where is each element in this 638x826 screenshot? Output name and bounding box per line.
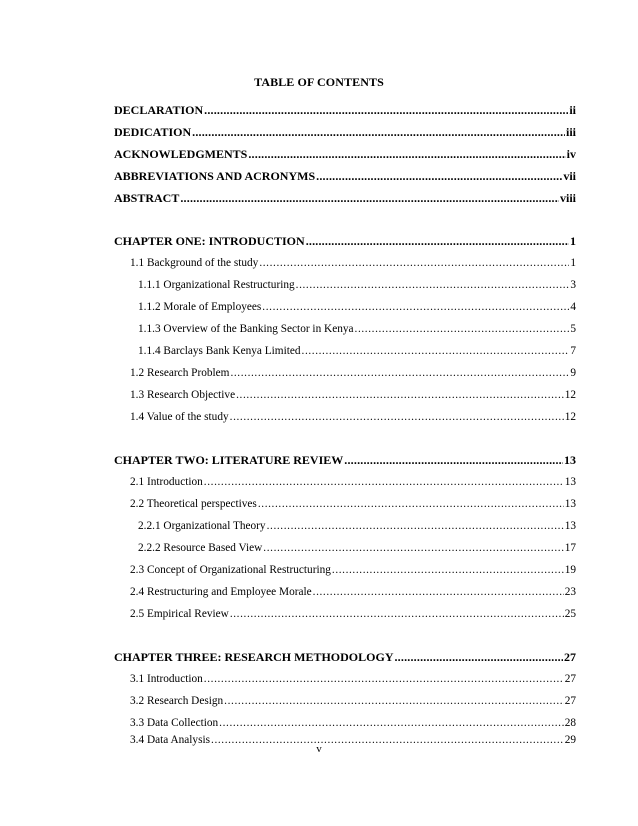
- toc-entry-label: 1.1.1 Organizational Restructuring: [138, 279, 295, 291]
- toc-entry-1-4[interactable]: [130, 410, 576, 424]
- toc-entry-label: 1.1.3 Overview of the Banking Sector in Kenya: [138, 323, 354, 335]
- toc-entry-page: 27: [564, 695, 576, 707]
- dot-leader: [192, 125, 565, 139]
- dot-leader: [258, 497, 564, 511]
- toc-entry-label: DEDICATION: [114, 125, 192, 139]
- dot-leader: [267, 519, 564, 533]
- toc-entry-label: 1.1.4 Barclays Bank Kenya Limited: [138, 345, 301, 357]
- toc-entry-page: 13: [564, 520, 576, 532]
- toc-entry-page: 1: [570, 257, 576, 269]
- dot-leader: [219, 716, 564, 730]
- toc-entry-1-1-1[interactable]: [138, 278, 576, 292]
- toc-entry-page: 7: [570, 345, 576, 357]
- toc-entry-label: ACKNOWLEDGMENTS: [114, 147, 248, 161]
- toc-entry-page: ii: [569, 103, 576, 117]
- toc-entry-2-4[interactable]: [130, 585, 576, 599]
- toc-entry-abbreviations[interactable]: [114, 169, 576, 183]
- dot-leader: [355, 322, 570, 336]
- toc-entry-page: 1: [570, 234, 576, 248]
- toc-entry-acknowledgments[interactable]: [114, 147, 576, 161]
- toc-entry-page: iii: [565, 125, 576, 139]
- toc-entry-label: 2.2.2 Resource Based View: [138, 542, 263, 554]
- toc-entry-2-1[interactable]: [130, 475, 576, 489]
- toc-entry-label: 3.1 Introduction: [130, 673, 203, 685]
- toc-entry-label: 3.3 Data Collection: [130, 717, 219, 729]
- dot-leader: [316, 169, 562, 183]
- page-number: v: [316, 743, 322, 755]
- toc-entry-2-2[interactable]: [130, 497, 576, 511]
- toc-entry-label: 2.5 Empirical Review: [130, 608, 229, 620]
- toc-entry-label: 1.2 Research Problem: [130, 367, 230, 379]
- toc-entry-label: 3.4 Data Analysis: [130, 734, 211, 746]
- toc-entry-page: 5: [570, 323, 576, 335]
- toc-entry-dedication[interactable]: [114, 125, 576, 139]
- toc-entry-label: 2.3 Concept of Organizational Restructuring: [130, 564, 331, 576]
- toc-entry-page: 9: [570, 367, 576, 379]
- toc-entry-2-2-1[interactable]: [138, 519, 576, 533]
- toc-entry-label: 3.2 Research Design: [130, 695, 224, 707]
- toc-entry-3-2[interactable]: [130, 694, 576, 708]
- toc-entry-1-3[interactable]: [130, 388, 576, 402]
- toc-entry-page: 17: [564, 542, 576, 554]
- toc-entry-3-1[interactable]: [130, 672, 576, 686]
- toc-entry-page: 29: [564, 734, 576, 746]
- toc-entry-page: viii: [559, 191, 576, 205]
- toc-entry-label: CHAPTER ONE: INTRODUCTION: [114, 234, 305, 248]
- dot-leader: [313, 585, 564, 599]
- dot-leader: [204, 672, 564, 686]
- toc-chapter-three[interactable]: [114, 650, 576, 664]
- toc-entry-2-5[interactable]: [130, 607, 576, 621]
- dot-leader: [180, 191, 559, 205]
- toc-entry-2-3[interactable]: [130, 563, 576, 577]
- dot-leader: [344, 453, 563, 467]
- toc-entry-page: 13: [564, 498, 576, 510]
- toc-entry-1-1[interactable]: [130, 256, 576, 270]
- toc-entry-label: 1.1.2 Morale of Employees: [138, 301, 262, 313]
- toc-entry-label: 1.3 Research Objective: [130, 389, 236, 401]
- dot-leader: [332, 563, 564, 577]
- dot-leader: [230, 607, 564, 621]
- toc-entry-1-1-2[interactable]: [138, 300, 576, 314]
- dot-leader: [263, 541, 563, 555]
- dot-leader: [224, 694, 564, 708]
- toc-entry-label: 2.2 Theoretical perspectives: [130, 498, 257, 510]
- toc-entry-page: 12: [564, 411, 576, 423]
- toc-entry-label: 2.4 Restructuring and Employee Morale: [130, 586, 312, 598]
- toc-entry-page: 19: [564, 564, 576, 576]
- dot-leader: [302, 344, 570, 358]
- toc-entry-page: 13: [564, 476, 576, 488]
- toc-entry-label: 2.2.1 Organizational Theory: [138, 520, 266, 532]
- toc-entry-page: 4: [570, 301, 576, 313]
- toc-chapter-one[interactable]: [114, 234, 576, 248]
- toc-entry-page: 27: [564, 673, 576, 685]
- toc-entry-label: ABSTRACT: [114, 191, 180, 205]
- toc-entry-page: 12: [564, 389, 576, 401]
- dot-leader: [296, 278, 570, 292]
- toc-entry-label: 2.1 Introduction: [130, 476, 203, 488]
- dot-leader: [262, 300, 569, 314]
- toc-entry-page: iv: [566, 147, 576, 161]
- toc-entry-page: 27: [564, 650, 576, 664]
- dot-leader: [394, 650, 563, 664]
- dot-leader: [204, 103, 568, 117]
- toc-entry-page: 23: [564, 586, 576, 598]
- page-title: TABLE OF CONTENTS: [254, 75, 384, 89]
- dot-leader: [248, 147, 565, 161]
- toc-entry-3-3[interactable]: [130, 716, 576, 730]
- toc-entry-1-1-4[interactable]: [138, 344, 576, 358]
- toc-entry-label: 1.4 Value of the study: [130, 411, 229, 423]
- dot-leader: [259, 256, 569, 270]
- toc-entry-page: 3: [570, 279, 576, 291]
- toc-entry-page: 28: [564, 717, 576, 729]
- toc-entry-label: ABBREVIATIONS AND ACRONYMS: [114, 169, 316, 183]
- dot-leader: [306, 234, 569, 248]
- toc-entry-1-2[interactable]: [130, 366, 576, 380]
- dot-leader: [236, 388, 564, 402]
- toc-entry-label: 1.1 Background of the study: [130, 257, 259, 269]
- toc-entry-label: CHAPTER TWO: LITERATURE REVIEW: [114, 453, 344, 467]
- toc-chapter-two[interactable]: [114, 453, 576, 467]
- dot-leader: [230, 410, 564, 424]
- toc-entry-1-1-3[interactable]: [138, 322, 576, 336]
- toc-entry-label: DECLARATION: [114, 103, 204, 117]
- toc-entry-abstract[interactable]: [114, 191, 576, 205]
- toc-entry-page: vii: [563, 169, 576, 183]
- dot-leader: [230, 366, 569, 380]
- toc-entry-declaration[interactable]: [114, 103, 576, 117]
- toc-entry-2-2-2[interactable]: [138, 541, 576, 555]
- toc-entry-label: CHAPTER THREE: RESEARCH METHODOLOGY: [114, 650, 394, 664]
- dot-leader: [204, 475, 564, 489]
- toc-entry-page: 13: [564, 453, 576, 467]
- toc-entry-page: 25: [564, 608, 576, 620]
